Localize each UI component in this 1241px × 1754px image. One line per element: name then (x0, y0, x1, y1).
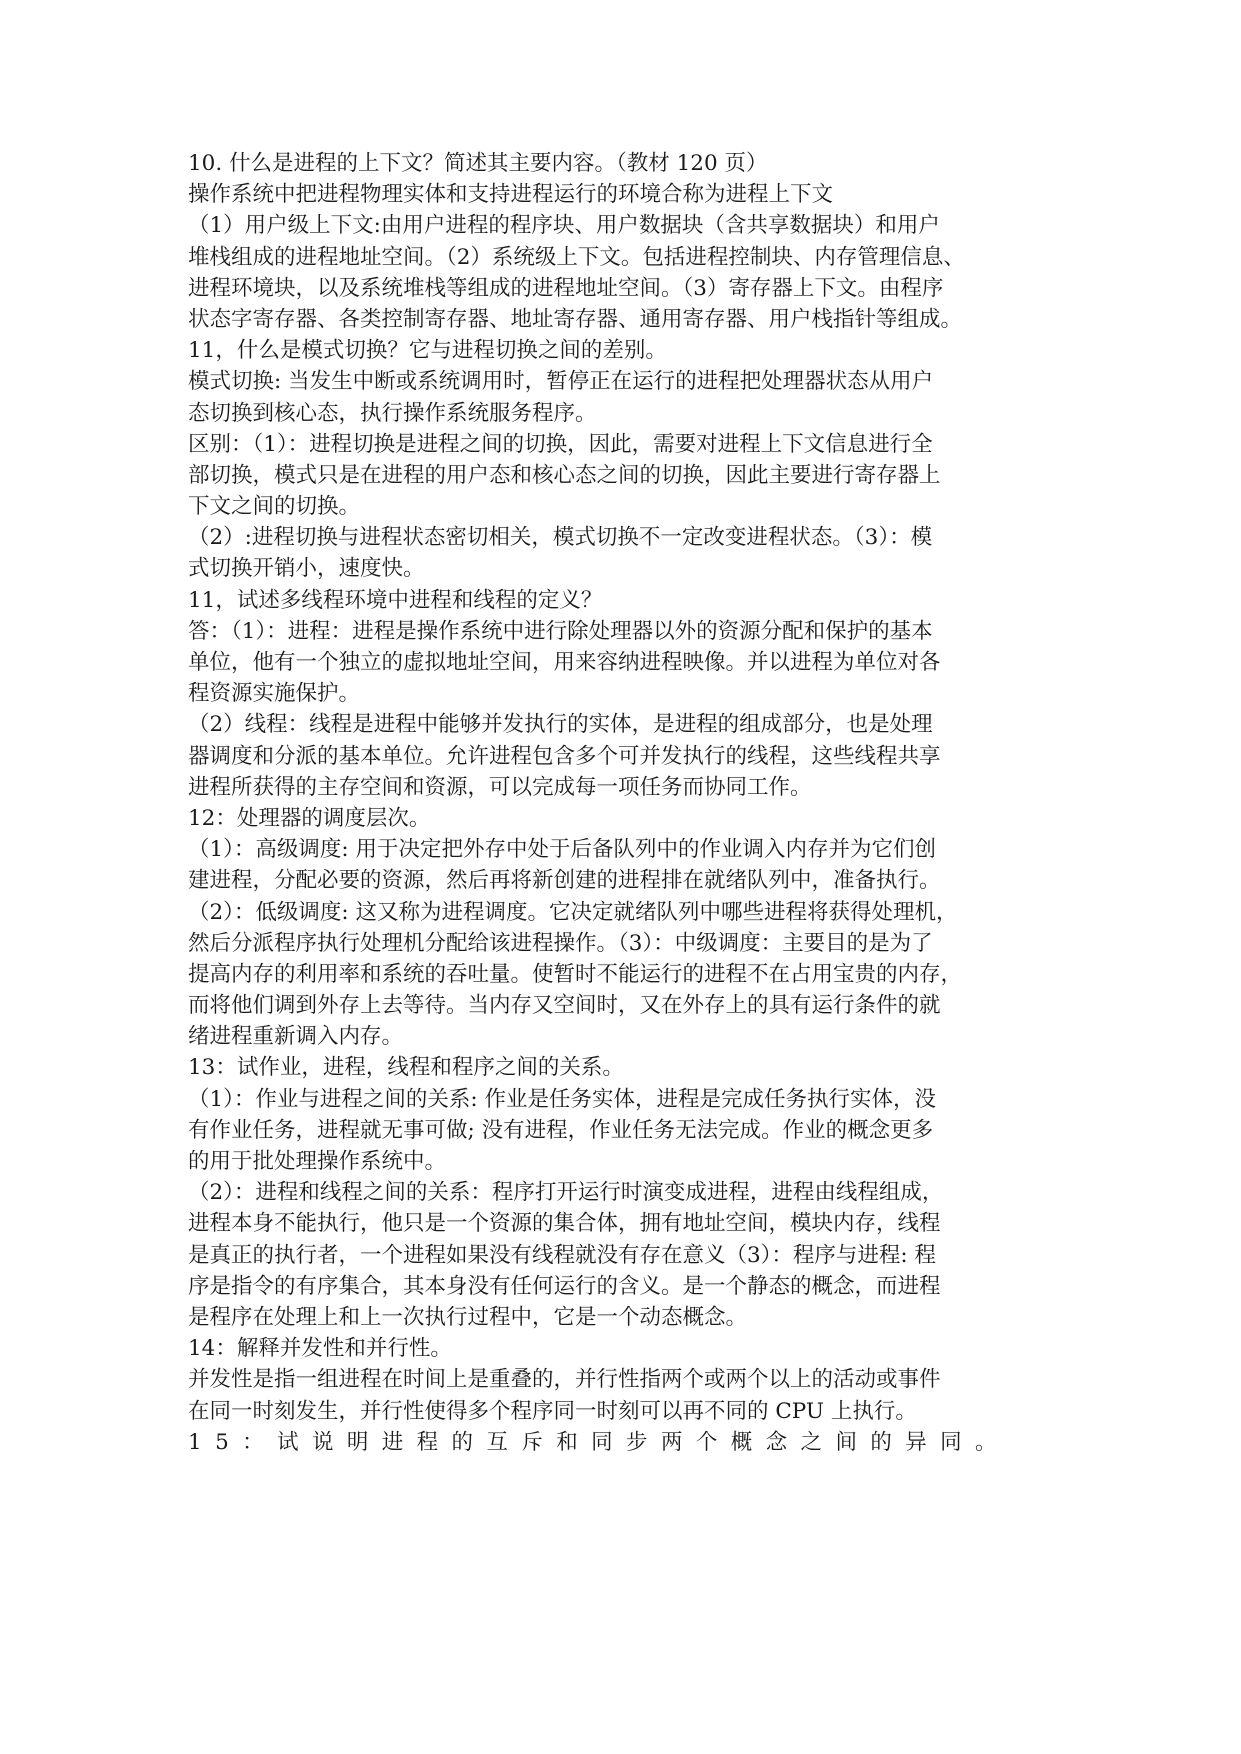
text-line: 器调度和分派的基本单位。允许进程包含多个可并发执行的线程，这些线程共享 (188, 743, 941, 769)
text-line: 12：处理器的调度层次。 (188, 805, 431, 831)
text-line: 在同一时刻发生，并行性使得多个程序同一时刻可以再不同的 CPU 上执行。 (188, 1398, 917, 1424)
text-line: 有作业任务，进程就无事可做; 没有进程，作业任务无法完成。作业的概念更多 (188, 1117, 934, 1143)
text-line: 11，试述多线程环境中进程和线程的定义？ (188, 587, 603, 613)
text-line: 单位，他有一个独立的虚拟地址空间，用来容纳进程映像。并以进程为单位对各 (188, 650, 941, 675)
text-line: 而将他们调到外存上去等待。当内存又空间时，又在外存上的具有运行条件的就 (188, 993, 941, 1019)
document-body (188, 148, 1048, 1458)
text-line: 绪进程重新调入内存。 (188, 1024, 404, 1050)
text-line: 是真正的执行者，一个进程如果没有线程就没有存在意义（3）：程序与进程: 程 (188, 1242, 937, 1268)
text-line: 状态字寄存器、各类控制寄存器、地址寄存器、通用寄存器、用户栈指针等组成。 (188, 306, 963, 332)
text-line: （2）:进程切换与进程状态密切相关，模式切换不一定改变进程状态。（3）：模 (188, 525, 933, 551)
text-line: （1）：高级调度: 用于决定把外存中处于后备队列中的作业调入内存并为它们创 (188, 837, 937, 863)
text-line: 的用于批处理操作系统中。 (188, 1149, 447, 1174)
text-line: 模式切换: 当发生中断或系统调用时，暂停正在运行的进程把处理器状态从用户 (188, 369, 934, 395)
text-line: 下文之间的切换。 (188, 494, 361, 520)
text-line: 并发性是指一组进程在时间上是重叠的，并行性指两个或两个以上的活动或事件 (188, 1367, 941, 1393)
text-line: 14：解释并发性和并行性。 (188, 1336, 452, 1362)
text-line: 是程序在处理上和上一次执行过程中，它是一个动态概念。 (188, 1304, 748, 1330)
text-line: （1）用户级上下文:由用户进程的程序块、用户数据块（含共享数据块）和用户 (188, 213, 940, 239)
text-line: 程资源实施保护。 (188, 681, 361, 707)
text-line: 10. 什么是进程的上下文？简述其主要内容。（教材 120 页） (188, 151, 768, 176)
text-line: 堆栈组成的进程地址空间。（2）系统级上下文。包括进程控制块、内存管理信息、 (188, 244, 965, 270)
text-line: 区别：（1）：进程切换是进程之间的切换，因此，需要对进程上下文信息进行全 (188, 431, 933, 457)
text-line: 进程所获得的主存空间和资源，可以完成每一项任务而协同工作。 (188, 774, 812, 800)
text-line: 13：试作业，进程，线程和程序之间的关系。 (188, 1055, 624, 1081)
text-line: 操作系统中把进程物理实体和支持进程运行的环境合称为进程上下文 (188, 182, 834, 208)
text-line: 提高内存的利用率和系统的吞吐量。使暂时不能运行的进程不在占用宝贵的内存， (188, 961, 963, 987)
text-line: 部切换，模式只是在进程的用户态和核心态之间的切换，因此主要进行寄存器上 (188, 462, 941, 488)
text-line: （2）线程：线程是进程中能够并发执行的实体，是进程的组成部分，也是处理 (188, 712, 933, 738)
text-line: （2）：低级调度: 这又称为进程调度。它决定就绪队列中哪些进程将获得处理机， (188, 899, 958, 925)
text-line: 15：试说明进程的互斥和同步两个概念之间的异同。 (188, 1429, 1010, 1455)
text-line: 建进程，分配必要的资源，然后再将新创建的进程排在就绪队列中，准备执行。 (188, 868, 941, 894)
text-line: 式切换开销小，速度快。 (188, 556, 425, 582)
text-line: 进程环境块，以及系统堆栈等组成的进程地址空间。（3）寄存器上下文。由程序 (188, 275, 944, 301)
text-line: 态切换到核心态，执行操作系统服务程序。 (188, 400, 597, 426)
text-line: 答：（1）：进程：进程是操作系统中进行除处理器以外的资源分配和保护的基本 (188, 618, 933, 644)
text-line: 序是指令的有序集合，其本身没有任何运行的含义。是一个静态的概念，而进程 (188, 1273, 941, 1299)
text-line: 11，什么是模式切换？它与进程切换之间的差别。 (188, 338, 667, 364)
text-line: 进程本身不能执行，他只是一个资源的集合体，拥有地址空间，模块内存，线程 (188, 1211, 941, 1237)
text-line: （2）：进程和线程之间的关系：程序打开运行时演变成进程，进程由线程组成， (188, 1180, 944, 1206)
text-line: （1）：作业与进程之间的关系: 作业是任务实体，进程是完成任务执行实体，没 (188, 1086, 937, 1112)
text-line: 然后分派程序执行处理机分配给该进程操作。（3）：中级调度：主要目的是为了 (188, 930, 933, 956)
